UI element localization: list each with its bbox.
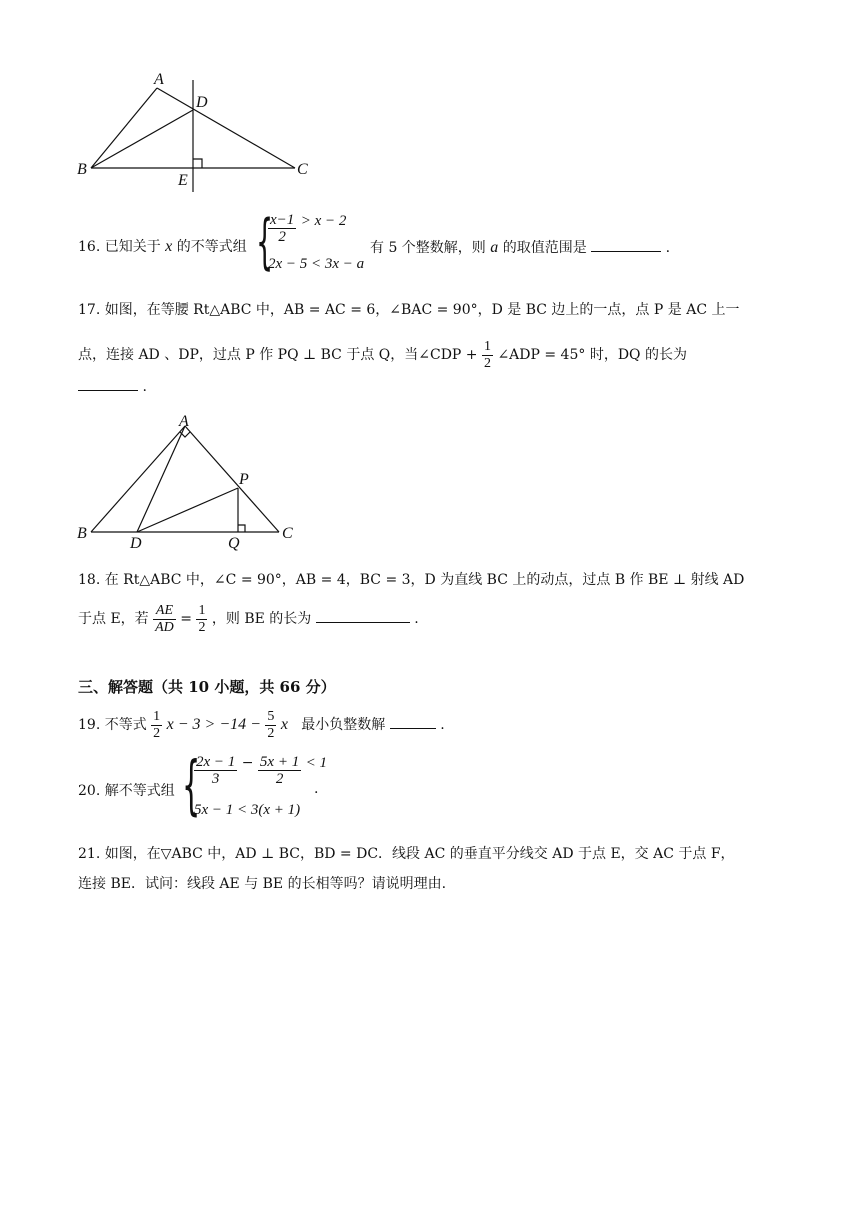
q16-answer-blank[interactable] — [591, 237, 661, 252]
q19-tail: 最小负整数解 — [301, 717, 386, 733]
q16-tail: 有 5 个整数解，则 — [370, 240, 486, 256]
q21-line2: 连接 BE．试问：线段 AE 与 BE 的长相等吗？请说明理由. — [78, 876, 447, 892]
q19-fraction-1: $\frac{1}{2}$ — [153, 708, 161, 741]
section-3-heading: 三、解答题（共 10 小题，共 66 分） — [78, 678, 336, 696]
q21-line1: 如图，在▽ABC 中，AD ⊥ BC，BD = DC．线段 AC 的垂直平分线交 AD 于点 E，交 AC 于点 F， — [104, 846, 735, 862]
q19-mid: x − 3 > −14 − — [166, 716, 261, 733]
right-angle-mark — [193, 159, 202, 168]
q16-brace: { — [256, 207, 274, 277]
label-b: B — [77, 525, 87, 542]
question-18: 18. 在 Rt△ABC 中，∠C = 90°，AB = 4，BC = 3，D 为直线 BC 上的动点，过点 B 作 BE ⊥ 射线 AD 于点 E，若 $\frac{AE}{AD}$ = $\frac{1}{2}$ ，则 BE 的长为 . — [78, 572, 745, 635]
right-angle-mark-q — [238, 525, 245, 532]
q20-number: 20. — [78, 783, 101, 799]
segment-ac — [185, 426, 279, 532]
label-c: C — [282, 525, 293, 542]
q16-lead2: 的不等式组 — [176, 239, 247, 255]
label-d: D — [196, 94, 208, 111]
q16-number: 16. — [78, 239, 101, 255]
q16-eq1-rest: > x − 2 — [300, 212, 347, 229]
q16-var-x: x — [165, 238, 173, 255]
q17-answer-blank[interactable] — [78, 376, 138, 391]
q16-inequality-2: 2x − 5 < 3x − a — [268, 256, 365, 272]
q17-line2b: ∠ADP = 45° 时，DQ 的长为 — [497, 347, 687, 363]
segment-ab — [91, 426, 185, 532]
segment-ac — [157, 88, 295, 168]
q16-eq1-numerator: x−1 — [270, 212, 295, 228]
label-d: D — [130, 535, 142, 552]
label-a: A — [179, 413, 189, 430]
question-16: 16. 已知关于 x 的不等式组 { $\frac{x-1}{2}$ > x − 2 2x − 5 < 3x − a 有 5 个整数解，则 a 的取值范围是 . — [78, 207, 671, 277]
q20-brace: { — [182, 749, 201, 823]
q19-lead: 不等式 — [104, 717, 147, 733]
q18-fraction-half: $\frac{1}{2}$ — [198, 602, 206, 635]
q16-var-a: a — [490, 239, 499, 256]
q18-line2a: 于点 E，若 — [78, 611, 149, 627]
q17-fraction: $\frac{1}{2}$ — [483, 338, 491, 371]
label-q: Q — [228, 535, 240, 552]
q20-inequality-2: 5x − 1 < 3(x + 1) — [194, 802, 301, 818]
figure-triangle-perpendicular — [75, 70, 325, 195]
segment-ad — [137, 426, 185, 532]
q18-answer-blank[interactable] — [316, 608, 410, 623]
q18-line1: 在 Rt△ABC 中，∠C = 90°，AB = 4，BC = 3，D 为直线 BC 上的动点，过点 B 作 BE ⊥ 射线 AD — [104, 572, 745, 588]
q16-inequality-1 — [268, 212, 346, 245]
question-21 — [78, 842, 788, 902]
q19-answer-blank[interactable] — [390, 714, 436, 729]
question-20: 20. 解不等式组 { $\frac{2x - 1}{3}$ − $\frac{5x + 1}{2}$ < 1 5x − 1 < 3(x + 1) . — [78, 749, 328, 823]
label-b: B — [77, 161, 87, 178]
q17-line1: 如图，在等腰 Rt△ABC 中，AB = AC = 6，∠BAC = 90°，D 是 BC 边上的一点，点 P 是 AC 上一 — [104, 302, 740, 318]
label-c: C — [297, 161, 308, 178]
question-17: 17. 如图，在等腰 Rt△ABC 中，AB = AC = 6，∠BAC = 90°，D 是 BC 边上的一点，点 P 是 AC 上一 点，连接 AD 、DP，过点 P 作 PQ ⊥ BC 于点 Q，当∠CDP + $\frac{1}{2}$ ∠ADP = 45° 时，DQ 的长为 . — [78, 302, 740, 395]
q18-fraction-ae-ad: $\frac{AE}{AD}$ — [155, 602, 174, 635]
q18-number: 18. — [78, 572, 101, 588]
q16-lead: 已知关于 — [104, 239, 161, 255]
q17-number: 17. — [78, 302, 101, 318]
q18-line2b: ，则 BE 的长为 — [211, 611, 312, 627]
q16-tail2: 的取值范围是 — [502, 240, 587, 256]
label-p: P — [239, 471, 249, 488]
q17-line2a: 点，连接 AD 、DP，过点 P 作 PQ ⊥ BC 于点 Q，当∠CDP + — [78, 347, 478, 363]
segment-bd — [91, 110, 193, 168]
q20-lead: 解不等式组 — [104, 783, 175, 799]
q19-number: 19. — [78, 717, 101, 733]
question-19: 19. 不等式 $\frac{1}{2}$ x − 3 > −14 − $\frac{5}{2}$ x 最小负整数解 . — [78, 708, 445, 741]
q19-fraction-2: $\frac{5}{2}$ — [267, 708, 275, 741]
figure-isosceles-right-triangle — [75, 412, 305, 552]
label-e: E — [178, 172, 188, 189]
label-a: A — [154, 71, 164, 88]
segment-dp — [137, 488, 238, 532]
q16-eq1-denominator: 2 — [278, 229, 286, 245]
q21-number: 21. — [78, 846, 101, 862]
segment-ba — [91, 88, 157, 168]
q20-inequality-1: $\frac{2x - 1}{3}$ − $\frac{5x + 1}{2}$ < 1 — [196, 754, 328, 787]
